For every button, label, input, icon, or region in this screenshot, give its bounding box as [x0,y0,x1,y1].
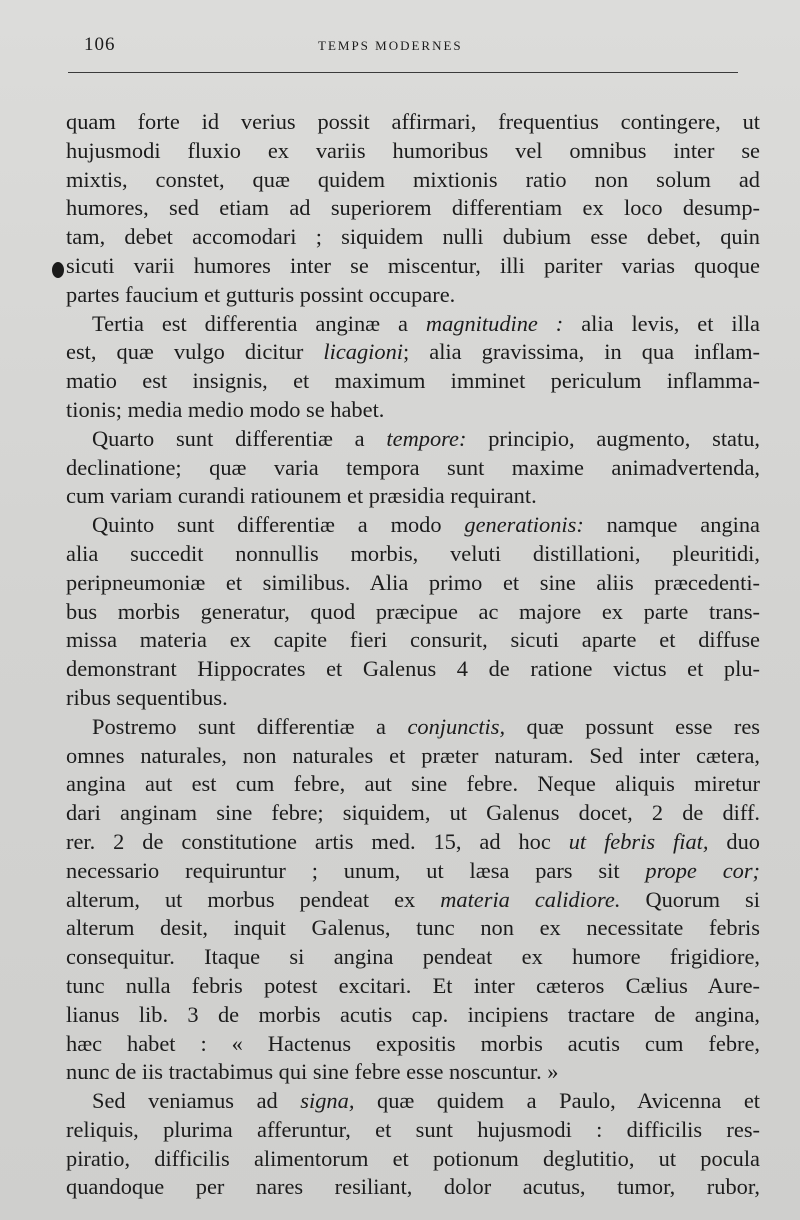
text-line: sicuti varii humores inter se miscentur, illi pariter varias quoque [66,252,760,278]
text-line: peripneumoniæ et similibus. Alia primo et sine aliis præcedenti- [66,569,760,595]
text-line: Quarto sunt differentiæ a tempore: principio, augmento, statu, [92,425,760,451]
page-header [84,34,744,58]
ink-spot [52,262,64,278]
text-line: quam forte id verius possit affirmari, frequentius contingere, ut [66,109,760,134]
text-line: angina aut est cum febre, aut sine febre. Neque aliquis miretur [66,771,760,797]
text-line: cum variam curandi ratiounem et præsidia requirant. [66,483,537,509]
text-line: reliquis, plurima afferuntur, et sunt hujusmodi : difficilis res- [66,1116,760,1142]
text-line: matio est insignis, et maximum imminet periculum inflamma- [66,368,760,394]
text-line: dari anginam sine febre; siquidem, ut Galenus docet, 2 de diff. [66,800,760,826]
text-line: humores, sed etiam ad superiorem differentiam ex loco desump- [66,195,760,221]
text-line: alterum desit, inquit Galenus, tunc non ex necessitate febris [66,915,760,941]
text-line: bus morbis generatur, quod præcipue ac majore ex parte trans- [66,598,760,624]
text-line: ribus sequentibus. [66,684,228,710]
text-line: declinatione; quæ varia tempora sunt maxime animadvertenda, [66,454,760,480]
text-line: demonstrant Hippocrates et Galenus 4 de ratione victus et plu- [66,656,760,682]
text-line: omnes naturales, non naturales et præter naturam. Sed inter cætera, [66,742,760,768]
text-line: necessario requiruntur ; unum, ut læsa pars sit prope cor; [66,857,760,883]
text-line: partes faucium et gutturis possint occupare. [66,281,456,307]
text-line: lianus lib. 3 de morbis acutis cap. incipiens tractare de angina, [66,1001,760,1027]
text-line: Quinto sunt differentiæ a modo generationis: namque angina [92,512,760,538]
text-line: hæc habet : « Hactenus expositis morbis acutis cum febre, [66,1030,760,1056]
text-line: tunc nulla febris potest excitari. Et inter cæteros Cælius Aure- [66,972,760,998]
text-line: missa materia ex capite fieri consurit, sicuti aparte et diffuse [66,627,760,653]
text-line: hujusmodi fluxio ex variis humoribus vel omnibus inter se [66,137,760,163]
running-head: TEMPS MODERNES [318,38,463,53]
body-text [66,108,760,1202]
header-rule [68,72,738,73]
text-line: tionis; media medio modo se habet. [66,396,385,422]
text-line: alia succedit nonnullis morbis, veluti distillationi, pleuritidi, [66,540,760,566]
text-line: Postremo sunt differentiæ a conjunctis, quæ possunt esse res [92,713,760,739]
text-line: nunc de iis tractabimus qui sine febre esse noscuntur. » [66,1059,559,1085]
text-line: tam, debet accomodari ; siquidem nulli dubium esse debet, quin [66,224,760,250]
text-line: est, quæ vulgo dicitur licagioni; alia gravissima, in qua inflam- [66,339,761,365]
page-number: 106 [84,34,116,55]
text-line: alterum, ut morbus pendeat ex materia calidiore. Quorum si [66,886,760,912]
text-line: Sed veniamus ad signa, quæ quidem a Paulo, Avicenna et [92,1088,760,1114]
text-line: Tertia est differentia anginæ a magnitudine : alia levis, et illa [92,310,760,336]
text-line: quandoque per nares resiliant, dolor acutus, tumor, rubor, [66,1174,760,1200]
text-line: rer. 2 de constitutione artis med. 15, ad hoc ut febris fiat, duo [66,828,760,854]
text-line: piratio, difficilis alimentorum et potionum deglutitio, ut pocula [66,1145,760,1171]
text-line: mixtis, constet, quæ quidem mixtionis ratio non solum ad [66,166,760,192]
text-line: consequitur. Itaque si angina pendeat ex humore frigidiore, [66,944,760,970]
